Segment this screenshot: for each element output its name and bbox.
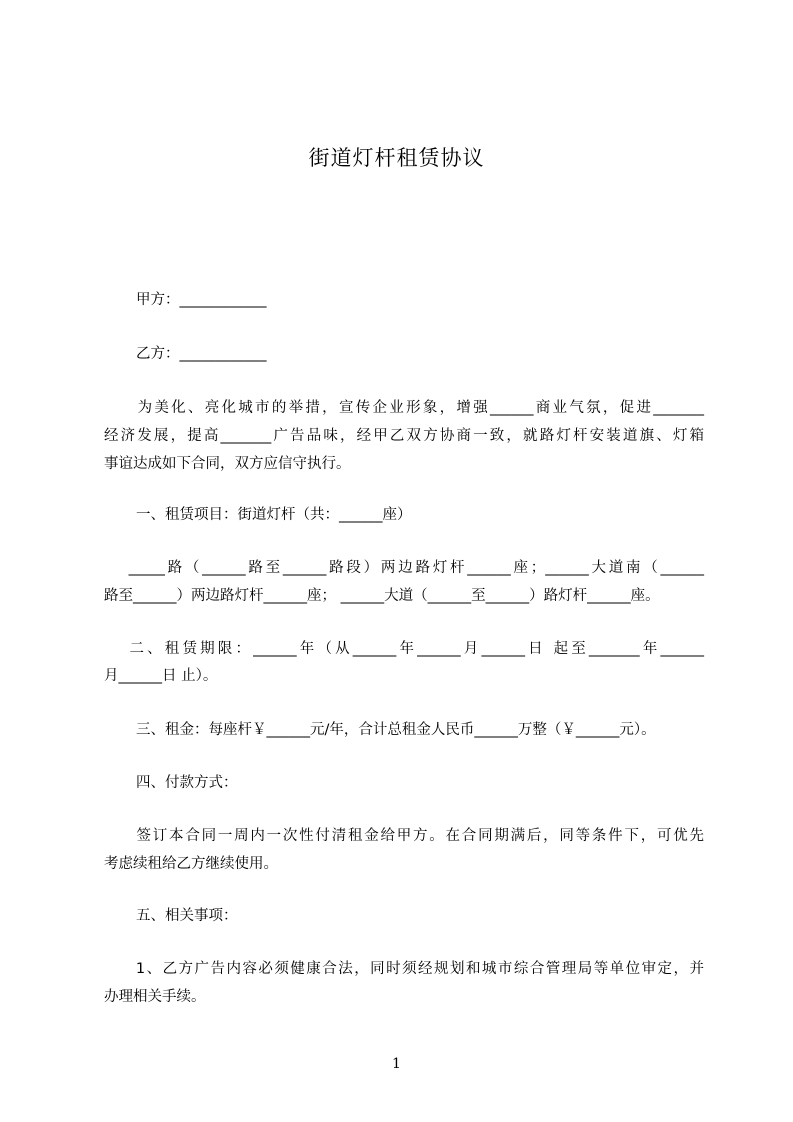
section-1-line-2: 路至______）两边路灯杆______座； ______大道（______至______）路灯杆______座。	[104, 588, 660, 604]
party-b-line: 乙方：____________	[136, 346, 267, 362]
section-4-line-2: 考虑续租给乙方继续使用。	[104, 856, 278, 872]
section-1-title: 一、租赁项目：街道灯杆（共：______座）	[136, 507, 412, 523]
section-4-line-1: 签订本合同一周内一次性付清租金给甲方。在合同期满后，同等条件下，可优先	[104, 828, 704, 844]
page-number: 1	[392, 1056, 401, 1072]
intro-line-2: 经济发展，提高_______广告品味，经甲乙双方协商一致，就路灯杆安装道旗、灯箱	[104, 428, 704, 444]
section-5-item-1-line-2: 办理相关手续。	[104, 989, 206, 1005]
section-1-line-1: _____路（______路至______路段）两边路灯杆______座；______大道南（______	[104, 560, 704, 576]
section-5-item-1-line-1: 1、乙方广告内容必须健康合法，同时须经规划和城市综合管理局等单位审定，并	[104, 961, 704, 977]
intro-line-3: 事谊达成如下合同，双方应信守执行。	[104, 456, 351, 472]
section-3-line: 三、租金：每座杆￥______元/年，合计总租金人民币______万整（￥______元）。	[136, 722, 656, 738]
party-a-line: 甲方：____________	[136, 292, 267, 308]
intro-line-1: 为美化、亮化城市的举措，宣传企业形象，增强______商业气氛，促进_______	[104, 400, 704, 416]
section-4-title: 四、付款方式：	[136, 775, 238, 791]
section-2-line-1: 二、租赁期限：______年（从______年______月______日 起至_______年______	[104, 641, 704, 657]
section-5-title: 五、相关事项：	[136, 908, 238, 924]
section-2-line-2: 月______日 止）。	[104, 668, 218, 684]
document-title: 街道灯杆租赁协议	[308, 146, 485, 170]
